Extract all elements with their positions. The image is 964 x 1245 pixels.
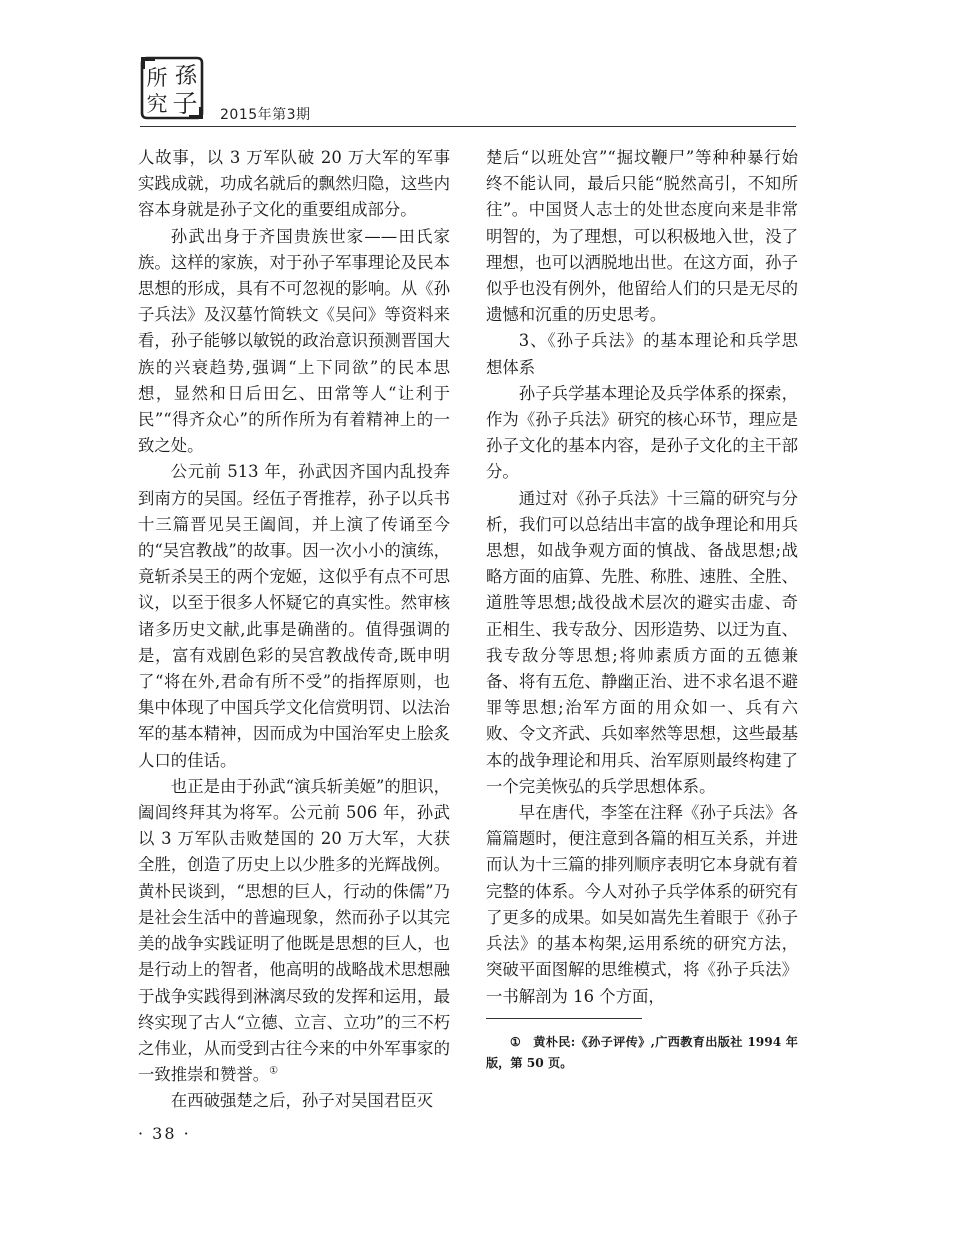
paragraph: 孙子兵学基本理论及兵学体系的探索，作为《孙子兵法》研究的核心环节，理应是孙子文化的基本内容，是孙子文化的主干部分。 bbox=[486, 383, 798, 482]
svg-text:究: 究 bbox=[146, 92, 168, 116]
paragraph-text: 也正是由于孙武“演兵斩美姬”的胆识，阖闾终拜其为将军。公元前 506 年，孙武以 3 万军队击败楚国的 20 万大军，大获全胜，创造了历史上以少胜多的光辉战例。黄朴民谈到，“思想的巨人，行动的侏儒”乃是社会生活中的普遍现象，然而孙子以其完美的战争实践证明了他既是思想的巨人，也是行动上的智者，他高明的战略战术思想融于战争实践得到淋漓尽致的发挥和运用，最终实现了古人“立德、立言、立功”的三不朽之伟业，从而受到古往今来的中外军事家的一致推崇和赞誉。 bbox=[138, 776, 450, 1085]
paragraph: 在西破强楚之后，孙子对吴国君臣灭 bbox=[170, 1091, 434, 1111]
footnote-rule bbox=[486, 1018, 642, 1019]
svg-text:孫: 孫 bbox=[174, 64, 198, 89]
svg-text:所: 所 bbox=[146, 66, 168, 90]
header-rule bbox=[140, 126, 796, 127]
left-column bbox=[138, 145, 450, 1115]
paragraph: 人故事，以 3 万军队破 20 万大军的军事实践成就，功成名就后的飘然归隐，这些内容本身就是孙子文化的重要组成部分。 bbox=[138, 148, 450, 220]
paragraph: 早在唐代，李筌在注释《孙子兵法》各篇篇题时，便注意到各篇的相互关系，并进而认为十三篇的排列顺序表明它本身就有着完整的体系。今人对孙子兵学体系的研究有了更多的成果。如吴如嵩先生着眼于《孙子兵法》的基本构架,运用系统的研究方法，突破平面图解的思维模式，将《孙子兵法》一书解剖为 16 个方面， bbox=[486, 803, 798, 1006]
issue-label: 2015年第3期 bbox=[220, 107, 311, 123]
paragraph: 孙武出身于齐国贵族世家——田氏家族。这样的家族，对于孙子军事理论及民本思想的形成，具有不可忽视的影响。从《孙子兵法》及汉墓竹简轶文《吴问》等资料来看，孙子能够以敏锐的政治意识预测晋国大族的兴衰趋势,强调“上下同欲”的民本思想，显然和日后田乞、田常等人“让利于民”“得齐众心”的所作所为有着精神上的一致之处。 bbox=[138, 226, 450, 456]
right-column bbox=[486, 145, 798, 1010]
footnote-text: 黄朴民:《孙子评传》,广西教育出版社 1994 年版，第 50 页。 bbox=[486, 1035, 798, 1070]
footnote bbox=[486, 1032, 798, 1074]
paragraph: 楚后“以班处宫”“掘坟鞭尸”等种种暴行始终不能认同，最后只能“脱然高引，不知所往”。中国贤人志士的处世态度向来是非常明智的，为了理想，可以积极地入世，没了理想，也可以洒脱地出世。在这方面，孙子似乎也没有例外，他留给人们的只是无尽的遗憾和沉重的历史思考。 bbox=[486, 148, 798, 325]
journal-logo-seal bbox=[139, 55, 205, 121]
paragraph: 公元前 513 年，孙武因齐国内乱投奔到南方的吴国。经伍子胥推荐，孙子以兵书十三篇晋见吴王阖闾，并上演了传诵至今的“吴宫教战”的故事。因一次小小的演练，竟斩杀吴王的两个宠姬，这似乎有点不可思议，以至于很多人怀疑它的真实性。然审核诸多历史文献,此事是确凿的。值得强调的是，富有戏剧色彩的吴宫教战传奇,既申明了“将在外,君命有所不受”的指挥原则，也集中体现了中国兵学文化信赏明罚、以法治军的基本精神，因而成为中国治军史上脍炙人口的佳话。 bbox=[138, 462, 450, 770]
page-header bbox=[0, 0, 964, 130]
svg-text:子: 子 bbox=[172, 89, 198, 118]
footnote-ref[interactable]: ① bbox=[269, 1065, 279, 1077]
paragraph: 通过对《孙子兵法》十三篇的研究与分析，我们可以总结出丰富的战争理论和用兵思想，如战争观方面的慎战、备战思想;战略方面的庙算、先胜、称胜、速胜、全胜、道胜等思想;战役战术层次的避实击虚、奇正相生、我专敌分、因形造势、以迂为直、我专敌分等思想;将帅素质方面的五德兼备、将有五危、静幽正治、进不求名退不避罪等思想;治军方面的用众如一、兵有六败、令文齐武、兵如率然等思想，这些最基本的战争理论和用兵、治军原则最终构建了一个完美恢弘的兵学思想体系。 bbox=[486, 488, 798, 796]
paragraph bbox=[138, 774, 450, 1088]
footnote-mark: ① bbox=[510, 1035, 522, 1049]
page-number: · 38 · bbox=[138, 1124, 191, 1143]
section-heading: 3、《孙子兵法》的基本理论和兵学思想体系 bbox=[486, 331, 798, 377]
